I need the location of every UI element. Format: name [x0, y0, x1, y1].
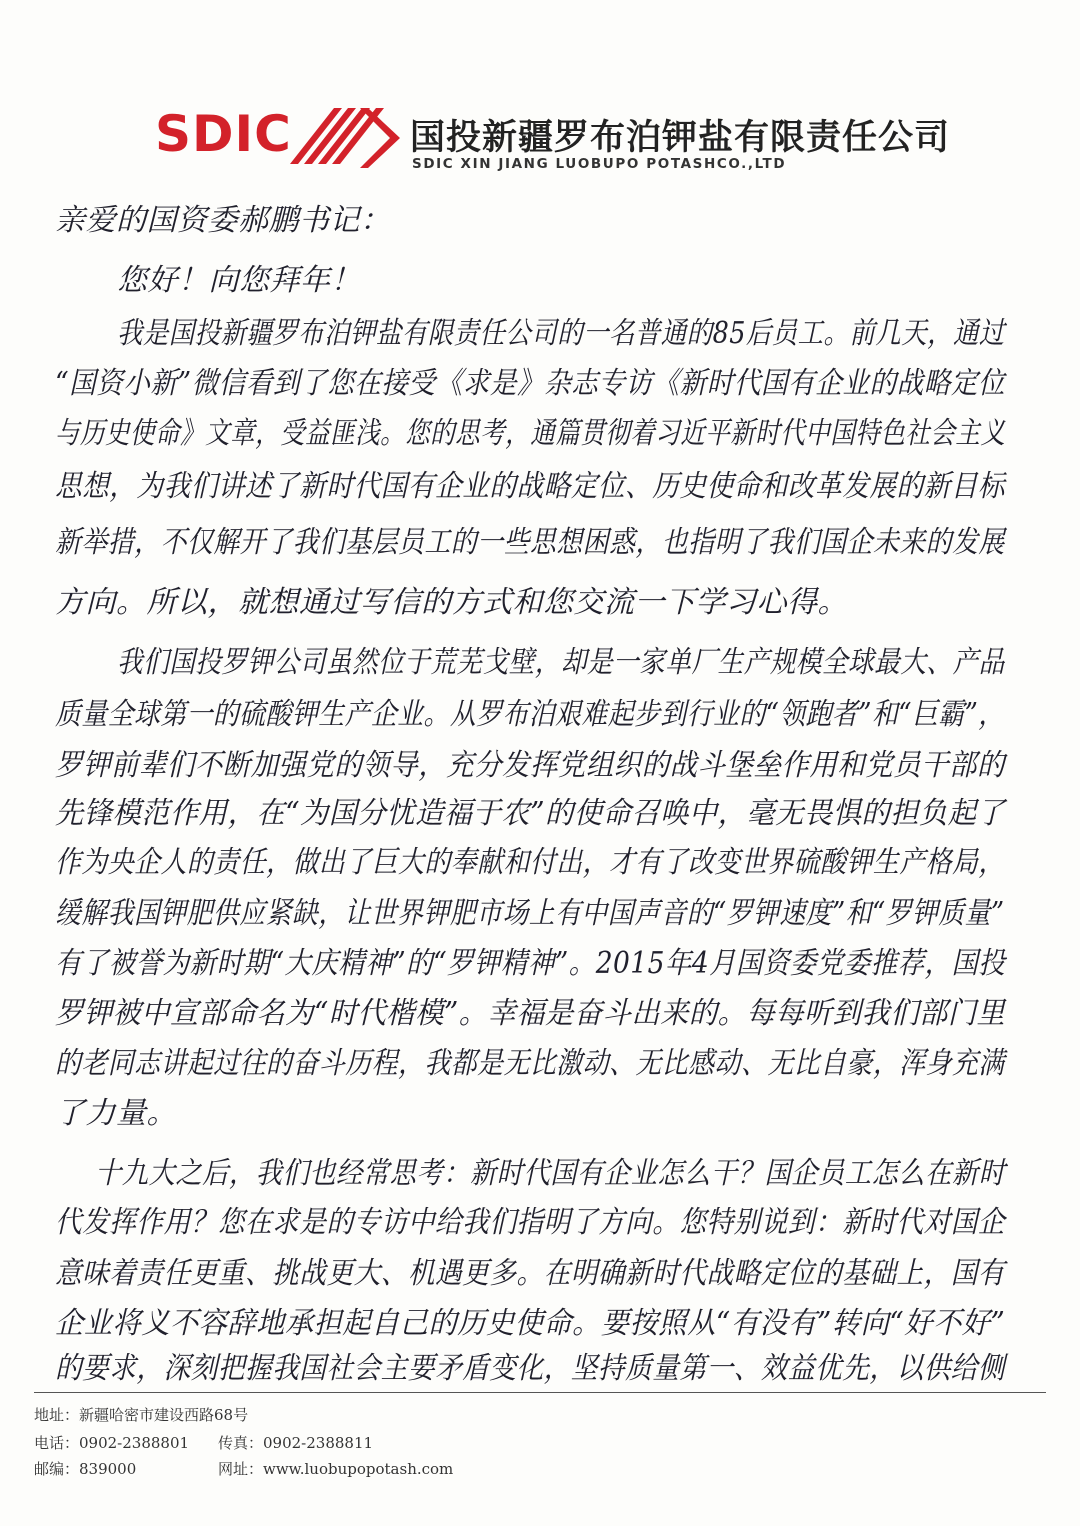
footer-fax: 传真：0902-2388811 [218, 1434, 374, 1452]
footer-postcode: 邮编：839000 [34, 1460, 137, 1478]
letter-line: 我是国投新疆罗布泊钾盐有限责任公司的一名普通的85后员工。前几天，通过 [117, 316, 1005, 351]
letter-line: 新举措，不仅解开了我们基层员工的一些思想困惑，也指明了我们国企未来的发展 [55, 525, 1005, 560]
footer-website: 网址：www.luobupopotash.com [218, 1460, 454, 1478]
footer-phone: 电话：0902-2388801 [34, 1434, 190, 1452]
letter-line: 缓解我国钾肥供应紧缺，让世界钾肥市场上有中国声音的“罗钾速度”和“罗钾质量” [55, 896, 1005, 931]
letter-line: 作为央企人的责任，做出了巨大的奉献和付出，才有了改变世界硫酸钾生产格局， [55, 845, 1005, 880]
letter-line: 思想，为我们讲述了新时代国有企业的战略定位、历史使命和改革发展的新目标 [55, 469, 1006, 504]
letter-line: 的要求，深刻把握我国社会主要矛盾变化，坚持质量第一、效益优先，以供给侧 [55, 1351, 1006, 1386]
sdic-logo-icon [290, 104, 402, 168]
footer-address: 地址：新疆哈密市建设西路68号 [34, 1406, 249, 1424]
letter-line: “国资小新”微信看到了您在接受《求是》杂志专访《新时代国有企业的战略定位 [55, 366, 1006, 401]
letter-line: 有了被誉为新时期“大庆精神”的“罗钾精神”。2015年4月国资委党委推荐，国投 [55, 946, 1006, 981]
sdic-logo-text: SDIC [155, 105, 292, 163]
letter-line: 我们国投罗钾公司虽然位于荒芜戈壁，却是一家单厂生产规模全球最大、产品 [117, 645, 1005, 680]
company-name-cn: 国投新疆罗布泊钾盐有限责任公司 [410, 118, 951, 158]
letter-line: 企业将义不容辞地承担起自己的历史使命。要按照从“有没有”转向“好不好” [55, 1306, 1006, 1341]
letter-line: 十九大之后，我们也经常思考：新时代国有企业怎么干？国企员工怎么在新时 [95, 1156, 1006, 1191]
letterhead [150, 100, 951, 180]
letter-line: 质量全球第一的硫酸钾生产企业。从罗布泊艰难起步到行业的“领跑者”和“巨霸”， [55, 697, 1005, 732]
letter-line: 罗钾前辈们不断加强党的领导，充分发挥党组织的战斗堡垒作用和党员干部的 [55, 748, 1005, 783]
letter-line: 代发挥作用？您在求是的专访中给我们指明了方向。您特别说到：新时代对国企 [55, 1205, 1006, 1240]
salutation: 亲爱的国资委郝鹏书记： [55, 203, 391, 238]
letter-line: 先锋模范作用，在“为国分忧造福于农”的使命召唤中，毫无畏惧的担负起了 [55, 796, 1006, 831]
letter-line: 罗钾被中宣部命名为“时代楷模”。幸福是奋斗出来的。每每听到我们部门里 [55, 996, 1006, 1031]
letter-line: 与历史使命》文章，受益匪浅。您的思考，通篇贯彻着习近平新时代中国特色社会主义 [55, 416, 1006, 451]
letter-line: 的老同志讲起过往的奋斗历程，我都是无比激动、无比感动、无比自豪，浑身充满 [55, 1046, 1005, 1081]
letter-line: 意味着责任更重、挑战更大、机遇更多。在明确新时代战略定位的基础上，国有 [55, 1256, 1006, 1291]
footer-divider [34, 1392, 1046, 1393]
letter-line: 方向。所以，就想通过写信的方式和您交流一下学习心得。 [55, 585, 848, 620]
greeting: 您好！向您拜年！ [117, 263, 361, 298]
company-name-en: SDIC XIN JIANG LUOBUPO POTASHCO.,LTD [412, 156, 787, 172]
letter-line: 了力量。 [55, 1096, 177, 1131]
